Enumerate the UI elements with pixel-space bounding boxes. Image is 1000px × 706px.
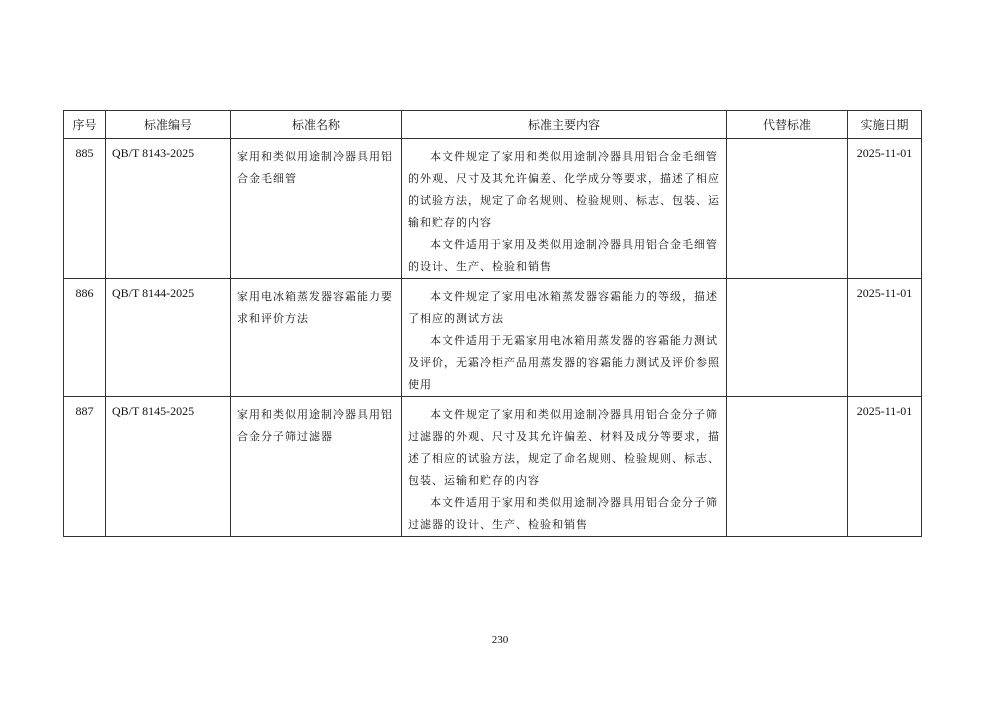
content-paragraph: 本文件适用于家用及类似用途制冷器具用铝合金毛细管的设计、生产、检验和销售 (408, 238, 718, 273)
row-content (402, 279, 727, 397)
header-seq: 序号 (64, 111, 106, 139)
row-name: 家用和类似用途制冷器具用铝合金毛细管 (231, 139, 402, 279)
row-code: QB/T 8143-2025 (106, 139, 231, 279)
row-name: 家用电冰箱蒸发器容霜能力要求和评价方法 (231, 279, 402, 397)
standards-table (63, 110, 922, 537)
content-paragraph: 本文件适用于无霜家用电冰箱用蒸发器的容霜能力测试及评价，无霜冷柜产品用蒸发器的容霜能力测试及评价参照使用 (408, 334, 720, 391)
row-name: 家用和类似用途制冷器具用铝合金分子筛过滤器 (231, 397, 402, 537)
content-paragraph: 本文件规定了家用和类似用途制冷器具用铝合金毛细管的外观、尺寸及其允许偏差、化学成分等要求，描述了相应的试验方法，规定了命名规则、检验规则、标志、包装、运输和贮存的内容 (408, 150, 720, 229)
header-date: 实施日期 (848, 111, 922, 139)
content-paragraph: 本文件规定了家用和类似用途制冷器具用铝合金分子筛过滤器的外观、尺寸及其允许偏差、材料及成分等要求，描述了相应的试验方法，规定了命名规则、检验规则、标志、包装、运输和贮存的内容 (408, 408, 720, 487)
content-paragraph: 本文件适用于家用和类似用途制冷器具用铝合金分子筛过滤器的设计、生产、检验和销售 (408, 496, 718, 531)
row-seq: 886 (64, 279, 106, 397)
header-code: 标准编号 (106, 111, 231, 139)
row-seq: 887 (64, 397, 106, 537)
header-name: 标准名称 (231, 111, 402, 139)
row-date: 2025-11-01 (848, 397, 922, 537)
page-number: 230 (491, 634, 509, 646)
row-replaces (727, 139, 848, 279)
row-code: QB/T 8145-2025 (106, 397, 231, 537)
row-content (402, 397, 727, 537)
row-seq: 885 (64, 139, 106, 279)
header-replaces: 代替标准 (727, 111, 848, 139)
content-paragraph: 本文件规定了家用电冰箱蒸发器容霜能力的等级，描述了相应的测试方法 (408, 290, 718, 325)
table-header-row (64, 111, 922, 139)
row-replaces (727, 397, 848, 537)
table-row (64, 397, 922, 537)
row-date: 2025-11-01 (848, 279, 922, 397)
row-replaces (727, 279, 848, 397)
table-row (64, 139, 922, 279)
row-date: 2025-11-01 (848, 139, 922, 279)
table-row (64, 279, 922, 397)
row-content (402, 139, 727, 279)
header-content: 标准主要内容 (402, 111, 727, 139)
row-code: QB/T 8144-2025 (106, 279, 231, 397)
